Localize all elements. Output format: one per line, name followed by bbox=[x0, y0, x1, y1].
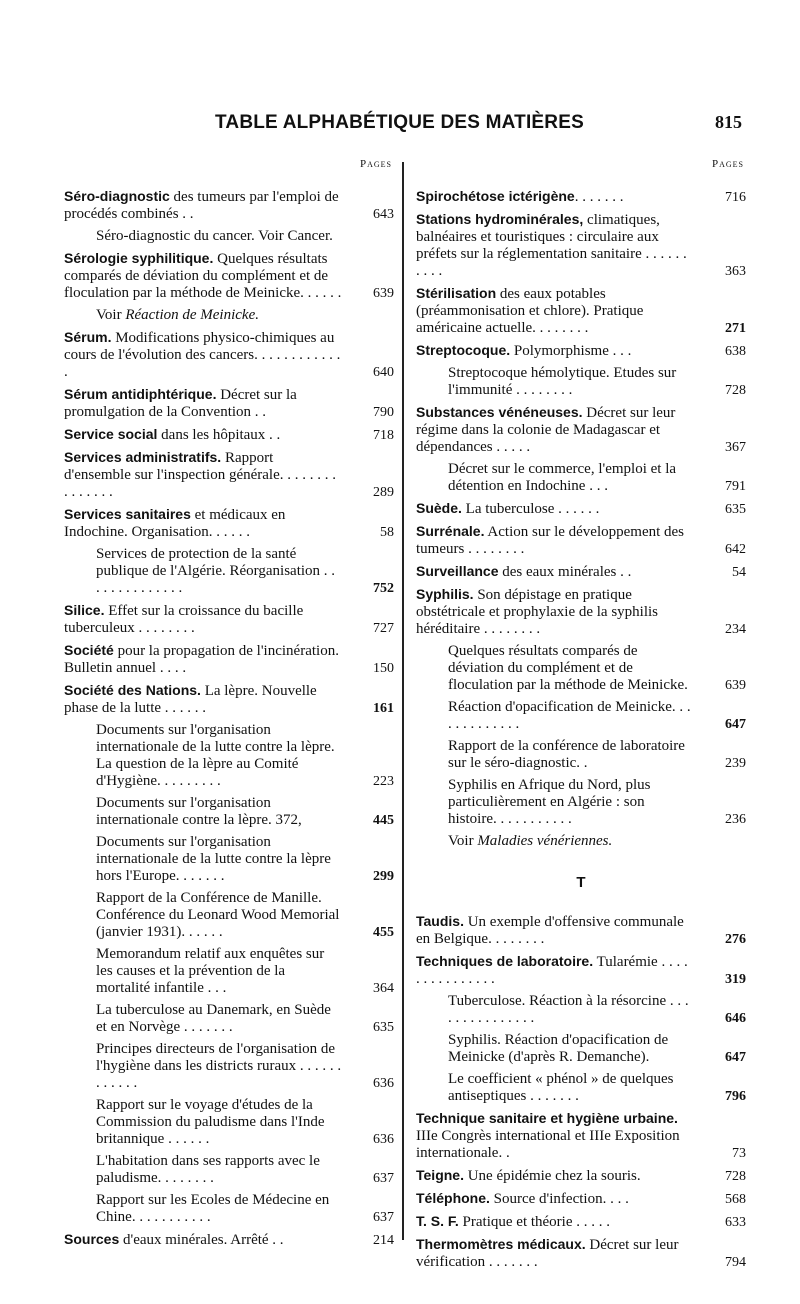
entry-heading: Stations hydrominérales, bbox=[416, 211, 584, 227]
entry-text: Son dépistage en pratique obstétricale et prophylaxie de la syphilis héréditaire . . . . . . . . bbox=[416, 587, 659, 637]
page-reference: 790 bbox=[373, 405, 394, 420]
index-entry bbox=[416, 1213, 746, 1231]
page-reference: 150 bbox=[373, 661, 394, 676]
entry-text: . . . . . . . bbox=[574, 189, 624, 205]
page-reference: 299 bbox=[373, 869, 394, 884]
entry-heading: Taudis. bbox=[416, 913, 464, 929]
page-reference: 635 bbox=[373, 1020, 394, 1035]
entry-heading: Sérum. bbox=[64, 329, 112, 345]
index-subentry bbox=[64, 1002, 394, 1036]
entry-text: La tuberculose au Danemark, en Suède et en Norvège . . . . . . . bbox=[96, 1002, 331, 1035]
entry-heading: Services sanitaires bbox=[64, 506, 191, 522]
index-entry bbox=[416, 404, 746, 456]
entry-text: Source d'infection. . . . bbox=[489, 1191, 629, 1207]
page-reference: 716 bbox=[725, 190, 746, 205]
entry-text: pour la propagation de l'incinération. Bulletin annuel . . . . bbox=[64, 643, 339, 676]
right-column bbox=[416, 158, 746, 1276]
page-reference: 236 bbox=[725, 812, 746, 827]
entry-heading: Silice. bbox=[64, 602, 105, 618]
index-entry bbox=[416, 563, 746, 581]
entry-heading: Suède. bbox=[416, 500, 462, 516]
entry-text: Tuberculose. Réaction à la résorcine . . . . . . . . . . . . . . . bbox=[448, 993, 689, 1026]
entry-heading: Séro-diagnostic bbox=[64, 188, 170, 204]
page-reference: 728 bbox=[725, 383, 746, 398]
index-subentry bbox=[64, 1041, 394, 1092]
page-reference: 636 bbox=[373, 1132, 394, 1147]
page-reference: 367 bbox=[725, 440, 746, 455]
entry-heading: Téléphone. bbox=[416, 1190, 490, 1206]
page-reference: 639 bbox=[373, 286, 394, 301]
page-reference: 636 bbox=[373, 1076, 394, 1091]
index-entry bbox=[64, 602, 394, 637]
page-reference: 642 bbox=[725, 542, 746, 557]
index-entry bbox=[64, 449, 394, 501]
column-divider bbox=[402, 162, 404, 1240]
see-also-target: Réaction de Meinicke. bbox=[125, 307, 259, 323]
index-entry bbox=[64, 188, 394, 223]
index-subentry bbox=[64, 795, 394, 829]
index-subentry bbox=[416, 365, 746, 399]
entry-text: Rapport sur le voyage d'études de la Commission du paludisme dans l'Inde britannique . . . . . . bbox=[96, 1097, 325, 1147]
entry-text: Quelques résultats comparés de déviation du complément et de floculation par la méthode de Meinicke. bbox=[448, 643, 688, 693]
entry-text: Action sur le développement des tumeurs . . . . . . . . bbox=[416, 524, 685, 557]
entry-text: Documents sur l'organisation internationale de la lutte contre la lèpre. La question de la lèpre au Comité d'Hygiène. . . . . . . . . bbox=[96, 722, 335, 789]
page-header bbox=[0, 112, 800, 142]
entry-text: des tumeurs par l'emploi de procédés combinés . . bbox=[64, 189, 339, 222]
index-subentry bbox=[416, 1071, 746, 1105]
page-reference: 794 bbox=[725, 1255, 746, 1270]
page-reference: 643 bbox=[373, 207, 394, 222]
page-reference: 635 bbox=[725, 502, 746, 517]
index-entry bbox=[64, 506, 394, 541]
index-entry bbox=[416, 188, 746, 206]
entry-text: Rapport sur les Ecoles de Médecine en Chine. . . . . . . . . . . bbox=[96, 1192, 330, 1225]
index-entry bbox=[64, 250, 394, 302]
entry-text: Un exemple d'offensive communale en Belgique. . . . . . . . bbox=[416, 914, 684, 947]
entry-text: Décret sur la promulgation de la Convention . . bbox=[64, 387, 297, 420]
section-letter: T bbox=[576, 874, 586, 891]
index-entry bbox=[416, 1110, 746, 1162]
page-reference: 646 bbox=[725, 1011, 746, 1026]
entry-heading: Substances vénéneuses. bbox=[416, 404, 583, 420]
index-subentry bbox=[416, 777, 746, 828]
page-reference: 727 bbox=[373, 621, 394, 636]
page-reference: 796 bbox=[725, 1089, 746, 1104]
page-reference: 276 bbox=[725, 932, 746, 947]
entry-text: Rapport d'ensemble sur l'inspection générale. . . . . . . . . . . . . . . bbox=[64, 450, 336, 500]
entry-text: Décret sur leur régime dans la colonie de Madagascar et dépendances . . . . . bbox=[416, 405, 676, 455]
index-entry bbox=[416, 285, 746, 337]
entry-text: L'habitation dans ses rapports avec le paludisme. . . . . . . . bbox=[96, 1153, 320, 1186]
index-entry bbox=[64, 642, 394, 677]
entry-text: Syphilis. Réaction d'opacification de Meinicke (d'après R. Demanche). bbox=[448, 1032, 669, 1065]
entry-text: Décret sur leur vérification . . . . . . . bbox=[416, 1237, 679, 1270]
entry-text: Quelques résultats comparés de déviation du complément et de floculation par la méthode de Meinicke. . . . . . bbox=[64, 251, 342, 301]
entry-text: Syphilis en Afrique du Nord, plus particulièrement en Algérie : son histoire. . . . . . . . . . . bbox=[448, 777, 651, 827]
page-reference: 637 bbox=[373, 1171, 394, 1186]
entry-text: La lèpre. Nouvelle phase de la lutte . . . . . . bbox=[64, 683, 317, 716]
entry-heading: Streptocoque. bbox=[416, 342, 511, 358]
index-entry bbox=[416, 342, 746, 360]
index-subentry bbox=[416, 1032, 746, 1066]
entry-text: Polymorphisme . . . bbox=[510, 343, 632, 359]
index-entry bbox=[64, 426, 394, 444]
index-entry bbox=[64, 386, 394, 421]
page-reference: 638 bbox=[725, 344, 746, 359]
see-also-target: Maladies vénériennes. bbox=[477, 833, 613, 849]
entry-heading: Surrénale. bbox=[416, 523, 485, 539]
entry-text: et médicaux en Indochine. Organisation. . . . . . bbox=[64, 507, 286, 540]
entry-heading: Stérilisation bbox=[416, 285, 497, 301]
entry-text: Le coefficient « phénol » de quelques antiseptiques . . . . . . . bbox=[448, 1071, 674, 1104]
entry-heading: Syphilis. bbox=[416, 586, 474, 602]
page-reference: 271 bbox=[725, 321, 746, 336]
entry-text: Effet sur la croissance du bacille tuberculeux . . . . . . . . bbox=[64, 603, 304, 636]
index-subentry bbox=[64, 946, 394, 997]
page-reference: 223 bbox=[373, 774, 394, 789]
page-reference: 647 bbox=[725, 717, 746, 732]
page-reference: 752 bbox=[373, 581, 394, 596]
index-subentry bbox=[64, 722, 394, 790]
page-reference: 319 bbox=[725, 972, 746, 987]
see-also-prefix: Voir bbox=[448, 833, 478, 849]
entry-text: Séro-diagnostic du cancer. Voir Cancer. bbox=[96, 228, 333, 244]
index-subentry bbox=[64, 834, 394, 885]
index-entry bbox=[416, 523, 746, 558]
entry-text: Streptocoque hémolytique. Etudes sur l'immunité . . . . . . . . bbox=[448, 365, 677, 398]
page-reference: 633 bbox=[725, 1215, 746, 1230]
index-subentry bbox=[64, 1153, 394, 1187]
entry-text: Modifications physico-chimiques au cours de l'évolution des cancers. . . . . . . . . . . . . bbox=[64, 330, 341, 380]
page-reference: 639 bbox=[725, 678, 746, 693]
page-reference: 214 bbox=[373, 1233, 394, 1248]
page-reference: 568 bbox=[725, 1192, 746, 1207]
index-subentry bbox=[416, 993, 746, 1027]
entry-heading: Société des Nations. bbox=[64, 682, 201, 698]
page-reference: 640 bbox=[373, 365, 394, 380]
entry-heading: Techniques de laboratoire. bbox=[416, 953, 594, 969]
see-also-prefix: Voir bbox=[96, 307, 126, 323]
page-reference: 234 bbox=[725, 622, 746, 637]
page-reference: 647 bbox=[725, 1050, 746, 1065]
entry-heading: Sérum antidiphtérique. bbox=[64, 386, 217, 402]
entry-text: d'eaux minérales. Arrêté . . bbox=[119, 1232, 284, 1248]
page-reference: 58 bbox=[380, 525, 394, 540]
entry-text: Pratique et théorie . . . . . bbox=[458, 1214, 611, 1230]
entry-text: climatiques, balnéaires et touristiques : circulaire aux préfets sur la réglementation sanitaire . . . . . . . . . . bbox=[416, 212, 687, 279]
entry-text: Réaction d'opacification de Meinicke. . . . . . . . . . . . . bbox=[448, 699, 691, 732]
entry-text: La tuberculose . . . . . . bbox=[461, 501, 600, 517]
see-also-reference bbox=[64, 307, 394, 324]
page-reference: 73 bbox=[732, 1146, 746, 1161]
index-entry bbox=[416, 913, 746, 948]
index-subentry bbox=[64, 546, 394, 597]
left-column bbox=[64, 158, 394, 1254]
entry-heading: Surveillance bbox=[416, 563, 499, 579]
page-reference: 54 bbox=[732, 565, 746, 580]
pages-column-label: Pages bbox=[359, 158, 392, 170]
entry-heading: Technique sanitaire et hygiène urbaine. bbox=[416, 1110, 678, 1126]
entry-text: des eaux potables (préammonisation et chlore). Pratique américaine actuelle. . . . . . . . bbox=[416, 286, 644, 336]
page-reference: 637 bbox=[373, 1210, 394, 1225]
entry-text: dans les hôpitaux . . bbox=[157, 427, 281, 443]
entry-text: Tularémie . . . . . . . . . . . . . . . bbox=[416, 954, 688, 987]
index-entry bbox=[64, 682, 394, 717]
entry-text: Rapport de la Conférence de Manille. Conférence du Leonard Wood Memorial (janvier 1931). . . . . . bbox=[96, 890, 340, 940]
index-subentry bbox=[416, 738, 746, 772]
entry-heading: Sources bbox=[64, 1231, 120, 1247]
entry-text: des eaux minérales . . bbox=[498, 564, 632, 580]
index-subentry bbox=[64, 1097, 394, 1148]
entry-text: Rapport de la conférence de laboratoire sur le séro-diagnostic. . bbox=[448, 738, 685, 771]
pages-column-label: Pages bbox=[711, 158, 744, 170]
page-reference: 455 bbox=[373, 925, 394, 940]
page-reference: 728 bbox=[725, 1169, 746, 1184]
entry-text: Principes directeurs de l'organisation de l'hygiène dans les districts ruraux . . . . . . . . . . . . bbox=[96, 1041, 342, 1091]
page-reference: 239 bbox=[725, 756, 746, 771]
entry-heading: Teigne. bbox=[416, 1167, 464, 1183]
entry-text: Documents sur l'organisation internationale de la lutte contre la lèpre hors l'Europe. . . . . . . bbox=[96, 834, 331, 884]
index-subentry bbox=[64, 1192, 394, 1226]
see-also-reference bbox=[416, 833, 746, 850]
index-entry bbox=[416, 211, 746, 280]
entry-text: Services de protection de la santé publique de l'Algérie. Réorganisation . . . . . . . . . . . . . . bbox=[96, 546, 336, 596]
entry-text: Décret sur le commerce, l'emploi et la détention en Indochine . . . bbox=[448, 461, 677, 494]
index-entry bbox=[64, 1231, 394, 1249]
index-entry bbox=[416, 1167, 746, 1185]
entry-heading: Thermomètres médicaux. bbox=[416, 1236, 586, 1252]
page-reference: 445 bbox=[373, 813, 394, 828]
index-subentry bbox=[416, 699, 746, 733]
entry-heading: Spirochétose ictérigène bbox=[416, 188, 575, 204]
index-subentry bbox=[64, 890, 394, 941]
index-entry bbox=[64, 329, 394, 381]
entry-heading: Service social bbox=[64, 426, 158, 442]
index-entry bbox=[416, 500, 746, 518]
page-reference: 791 bbox=[725, 479, 746, 494]
entry-heading: Sérologie syphilitique. bbox=[64, 250, 214, 266]
entry-heading: T. S. F. bbox=[416, 1213, 459, 1229]
index-entry bbox=[416, 586, 746, 638]
entry-heading: Services administratifs. bbox=[64, 449, 222, 465]
page-reference: 364 bbox=[373, 981, 394, 996]
index-subentry bbox=[64, 228, 394, 245]
index-subentry bbox=[416, 643, 746, 694]
entry-text: Documents sur l'organisation internationale contre la lèpre. 372, bbox=[96, 795, 302, 828]
page-reference: 289 bbox=[373, 485, 394, 500]
index-entry bbox=[416, 953, 746, 988]
page-title: TABLE ALPHABÉTIQUE DES MATIÈRES bbox=[215, 112, 584, 133]
index-entry bbox=[416, 1190, 746, 1208]
page-reference: 363 bbox=[725, 264, 746, 279]
page-reference: 718 bbox=[373, 428, 394, 443]
entry-text: IIIe Congrès international et IIIe Exposition internationale. . bbox=[416, 1128, 680, 1161]
index-entry bbox=[416, 1236, 746, 1271]
entry-text: Memorandum relatif aux enquêtes sur les causes et la prévention de la mortalité infantile . . . bbox=[96, 946, 325, 996]
entry-text: Une épidémie chez la souris. bbox=[463, 1168, 641, 1184]
entry-heading: Société bbox=[64, 642, 114, 658]
index-subentry bbox=[416, 461, 746, 495]
page-reference: 161 bbox=[373, 701, 394, 716]
page-number: 815 bbox=[715, 112, 742, 132]
